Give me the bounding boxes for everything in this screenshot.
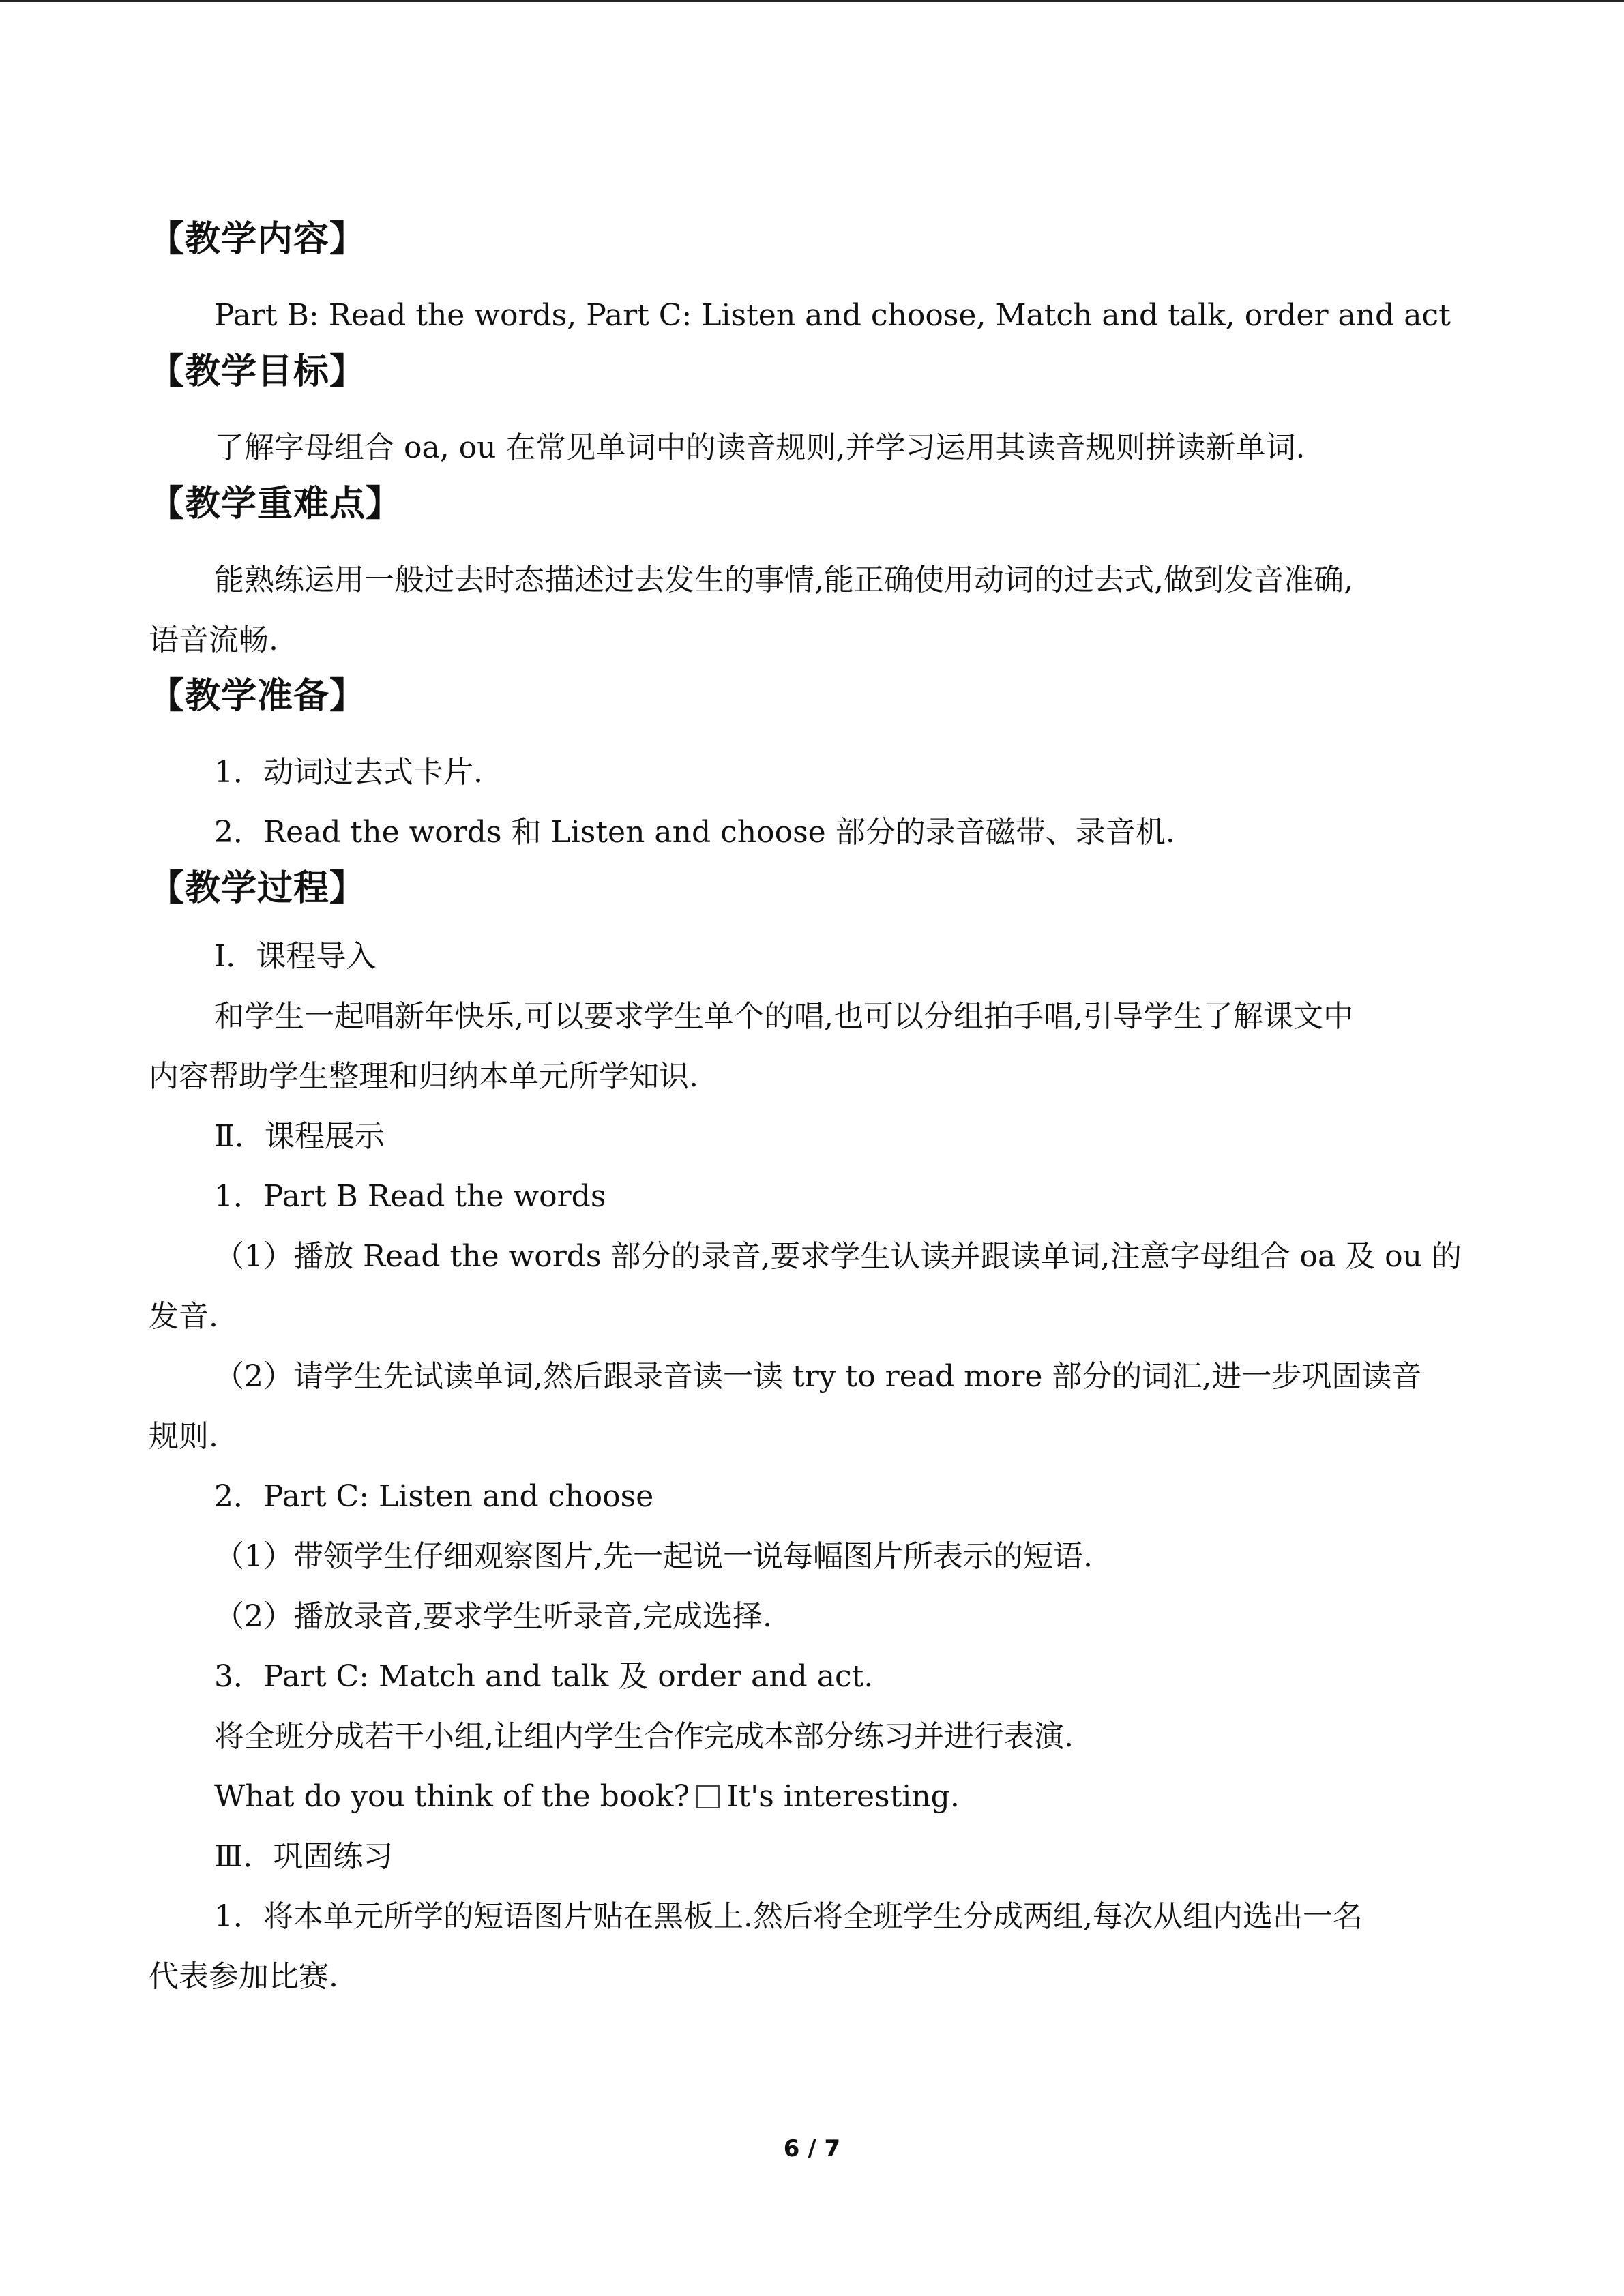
part-2-a: （1）带领学生仔细观察图片,先一起说一说每幅图片所表示的短语. — [214, 1539, 1093, 1574]
document-body — [149, 213, 1475, 2007]
process-step-1-line-1: 和学生一起唱新年快乐,可以要求学生单个的唱,也可以分组拍手唱,引导学生了解课文中 — [214, 999, 1353, 1034]
part-2-title: 2．Part C: Listen and choose — [214, 1479, 654, 1514]
heading-key-points: 【教学重难点】 — [149, 483, 402, 524]
page-number: 6 / 7 — [783, 2135, 841, 2162]
part-3-title: 3．Part C: Match and talk 及 order and act. — [214, 1659, 874, 1694]
heading-teaching-goals: 【教学目标】 — [149, 351, 366, 392]
teaching-goals-text: 了解字母组合 oa, ou 在常见单词中的读音规则,并学习运用其读音规则拼读新单词. — [214, 430, 1305, 465]
part-2-b: （2）播放录音,要求学生听录音,完成选择. — [214, 1599, 772, 1634]
dialog-answer: It's interesting. — [726, 1779, 960, 1814]
part-1-a-line-1: （1）播放 Read the words 部分的录音,要求学生认读并跟读单词,注意字母组合 oa 及 ou 的 — [214, 1239, 1462, 1274]
dialog-question: What do you think of the book? — [214, 1779, 690, 1814]
heading-preparation: 【教学准备】 — [149, 676, 366, 717]
preparation-item-1: 1．动词过去式卡片. — [214, 755, 483, 790]
preparation-item-2: 2．Read the words 和 Listen and choose 部分的录音磁带、录音机. — [214, 815, 1175, 850]
part-1-title: 1．Part B Read the words — [214, 1179, 606, 1214]
part-1-b-line-2: 规则. — [149, 1419, 218, 1454]
process-step-3-title: Ⅲ．巩固练习 — [214, 1839, 394, 1874]
process-step-2-title: Ⅱ．课程展示 — [214, 1119, 385, 1154]
teaching-content-text: Part B: Read the words, Part C: Listen and choose, Match and talk, order and act — [214, 298, 1451, 333]
key-points-line-2: 语音流畅. — [149, 623, 278, 657]
placeholder-box-icon — [696, 1785, 720, 1808]
part-3-line: 将全班分成若干小组,让组内学生合作完成本部分练习并进行表演. — [214, 1719, 1074, 1754]
dialog-line — [149, 1767, 1475, 1827]
process-step-1-title: Ⅰ．课程导入 — [214, 939, 377, 974]
key-points-line-1: 能熟练运用一般过去时态描述过去发生的事情,能正确使用动词的过去式,做到发音准确, — [214, 563, 1353, 597]
heading-process: 【教学过程】 — [149, 868, 366, 909]
heading-teaching-content: 【教学内容】 — [149, 219, 366, 260]
process-step-1-line-2: 内容帮助学生整理和归纳本单元所学知识. — [149, 1059, 698, 1094]
process-step-3-line-1: 1．将本单元所学的短语图片贴在黑板上.然后将全班学生分成两组,每次从组内选出一名 — [214, 1899, 1363, 1934]
part-1-a-line-2: 发音. — [149, 1299, 218, 1334]
part-1-b-line-1: （2）请学生先试读单词,然后跟录音读一读 try to read more 部分的词汇,进一步巩固读音 — [214, 1359, 1422, 1394]
process-step-3-line-2: 代表参加比赛. — [149, 1959, 338, 1994]
